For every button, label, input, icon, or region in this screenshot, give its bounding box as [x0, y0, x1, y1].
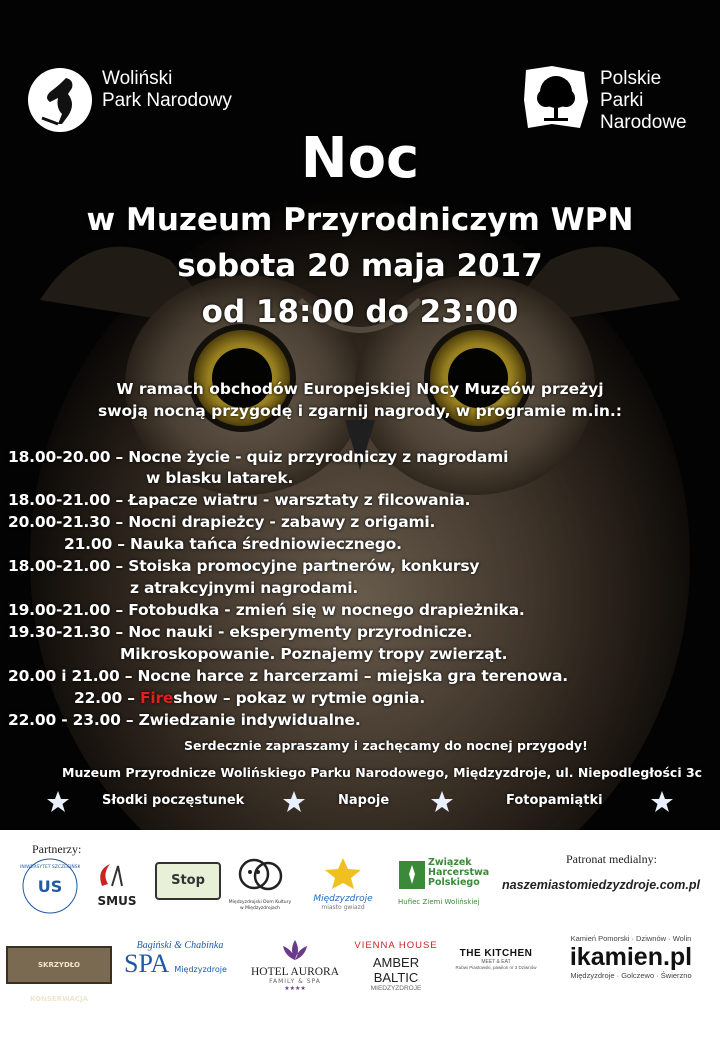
kitchen-text: THE KITCHEN — [459, 948, 533, 959]
spa-sub-text: Międzyzdroje — [174, 965, 227, 974]
miedzyzdroje-text: Międzyzdroje — [313, 894, 373, 904]
lotus-icon — [275, 938, 315, 962]
kitchen-logo — [454, 948, 538, 988]
address-text: Muzeum Przyrodnicze Wolińskiego Parku Narodowego, Międzyzdroje, ul. Niepodległości 3c — [62, 765, 703, 780]
theater-masks-icon — [230, 854, 290, 896]
us-seal-letters: US — [37, 877, 63, 896]
amber-text: AMBER BALTIC — [372, 955, 420, 985]
wpn-line2: Park Narodowy — [102, 90, 232, 111]
zhp-logo — [396, 858, 492, 910]
smus-mark-icon — [92, 860, 142, 890]
program-row: w blasku latarek. — [146, 469, 294, 487]
brick-partner-logo: SKRZYDŁO KONSERWACJA — [6, 946, 112, 984]
university-seal-icon — [20, 856, 80, 916]
star-icon — [430, 790, 454, 814]
zhp-line2: Harcerstwa — [428, 867, 490, 878]
us-logo — [20, 856, 80, 916]
aurora-stars: ★★★★ — [284, 985, 306, 992]
ppn-logo-text — [600, 68, 687, 134]
extra-drinks: Napoje — [338, 793, 390, 808]
program-row: 18.00-21.00 – Stoiska promocyjne partnerów, konkursy — [8, 557, 480, 575]
zhp-caption: Hufiec Ziemi Wolińskiej — [398, 898, 480, 906]
program-row: 18.00-20.00 – Nocne życie - quiz przyrodniczy z nagrodami — [8, 448, 509, 466]
extra-sweets: Słodki poczęstunek — [102, 793, 245, 808]
intro-line-1: W ramach obchodów Europejskiej Nocy Muzeów przeżyj — [116, 380, 604, 398]
extra-photos: Fotopamiątki — [506, 793, 603, 808]
partners-section — [0, 830, 720, 1040]
tree-icon — [522, 62, 590, 132]
zhp-lily-icon — [398, 860, 426, 890]
ppn-line2: Parki — [600, 90, 644, 111]
ppn-line3: Narodowe — [600, 112, 687, 133]
wpn-logo-text — [102, 68, 232, 112]
ikamien-top-text: Kamień Pomorski · Dziwnów · Wolin — [570, 934, 692, 943]
star-icon — [650, 790, 674, 814]
gold-star-icon — [321, 856, 365, 890]
miedzyzdroje-tagline: miasto gwiazd — [321, 904, 365, 911]
program-row: 22.00 - 23.00 – Zwiedzanie indywidualne. — [8, 711, 361, 729]
stop-logo: Stop — [155, 862, 221, 900]
zhp-line1: Związek — [428, 857, 472, 868]
spa-main-text: SPA — [124, 949, 170, 978]
program-row: 21.00 – Nauka tańca średniowiecznego. — [64, 535, 402, 553]
intro-line-2: swoją nocną przygodę i zgarnij nagrody, w programie m.in.: — [97, 402, 623, 420]
ikamien-text: ikamien.pl — [569, 943, 693, 971]
vienna-text: VIENNA HOUSE — [354, 940, 438, 951]
aurora-logo — [250, 938, 340, 1000]
aurora-sub-text: FAMILY & SPA — [269, 978, 321, 985]
smus-text: SMUS — [97, 894, 137, 908]
dk-logo — [228, 854, 292, 914]
miedzyzdroje-logo — [308, 856, 378, 912]
spa-logo — [124, 940, 236, 990]
invite-text: Serdecznie zapraszamy i zachęcamy do nocnej przygody! — [184, 738, 588, 753]
program-row: 18.00-21.00 – Łapacze wiatru - warsztaty z filcowania. — [8, 491, 471, 509]
program-row: 20.00-21.30 – Nocni drapieżcy - zabawy z origami. — [8, 513, 436, 531]
kitchen-caption: Rubwi Piastowski, pawilon nr 3 Dziwnów — [455, 965, 537, 970]
ikamien-logo — [548, 934, 714, 990]
fireshow-desc: show – pokaz w rytmie ognia. — [173, 689, 426, 707]
smus-logo — [92, 860, 142, 914]
program-row: Mikroskopowanie. Poznajemy tropy zwierząt. — [120, 645, 508, 663]
program-row: 19.00-21.00 – Fotobudka - zmień się w nocnego drapieżnika. — [8, 601, 525, 619]
star-icon — [282, 790, 306, 814]
partners-label: Partnerzy: — [32, 842, 82, 856]
wpn-logo-icon — [28, 68, 92, 132]
event-subtitle: w Muzeum Przyrodniczym WPN — [86, 202, 634, 238]
fireshow-time: 22.00 – — [74, 689, 140, 707]
ppn-logo-icon — [522, 62, 590, 132]
event-time: od 18:00 do 23:00 — [201, 294, 519, 330]
ikamien-bottom-text: Międzyzdroje · Golczewo · Świerzno — [570, 971, 692, 980]
fire-word: Fire — [139, 689, 174, 707]
kitchen-sub-text: MEET & EAT — [481, 959, 511, 965]
dk-caption: Międzyzdrojski Dom Kultury w Międzyzdrojach — [228, 900, 292, 911]
media-patron-label: Patronat medialny: — [566, 852, 657, 866]
event-date: sobota 20 maja 2017 — [177, 248, 543, 284]
amber-sub-text: MIEDZYZDROJE — [370, 985, 422, 992]
program-row: 20.00 i 21.00 – Nocne harce z harcerzami – miejska gra terenowa. — [8, 667, 568, 685]
media-patron-name: naszemiastomiedzyzdroje.com.pl — [502, 878, 700, 892]
program-row: 19.30-21.30 – Noc nauki - eksperymenty przyrodnicze. — [8, 623, 473, 641]
spa-top-text: Bagiński & Chabinka — [136, 940, 224, 951]
us-ring-text: UNIWERSYTET SZCZECIŃSKI — [20, 865, 80, 870]
event-title: Noc — [300, 126, 420, 191]
eagle-icon — [28, 68, 92, 132]
program-row: z atrakcyjnymi nagrodami. — [130, 579, 359, 597]
aurora-text: HOTEL AURORA — [250, 966, 340, 978]
star-icon — [46, 790, 70, 814]
program-row-fireshow — [74, 688, 425, 710]
ppn-line1: Polskie — [600, 68, 662, 89]
zhp-line3: Polskiego — [428, 877, 480, 888]
wpn-line1: Woliński — [102, 68, 173, 89]
amber-baltic-logo — [350, 940, 442, 996]
